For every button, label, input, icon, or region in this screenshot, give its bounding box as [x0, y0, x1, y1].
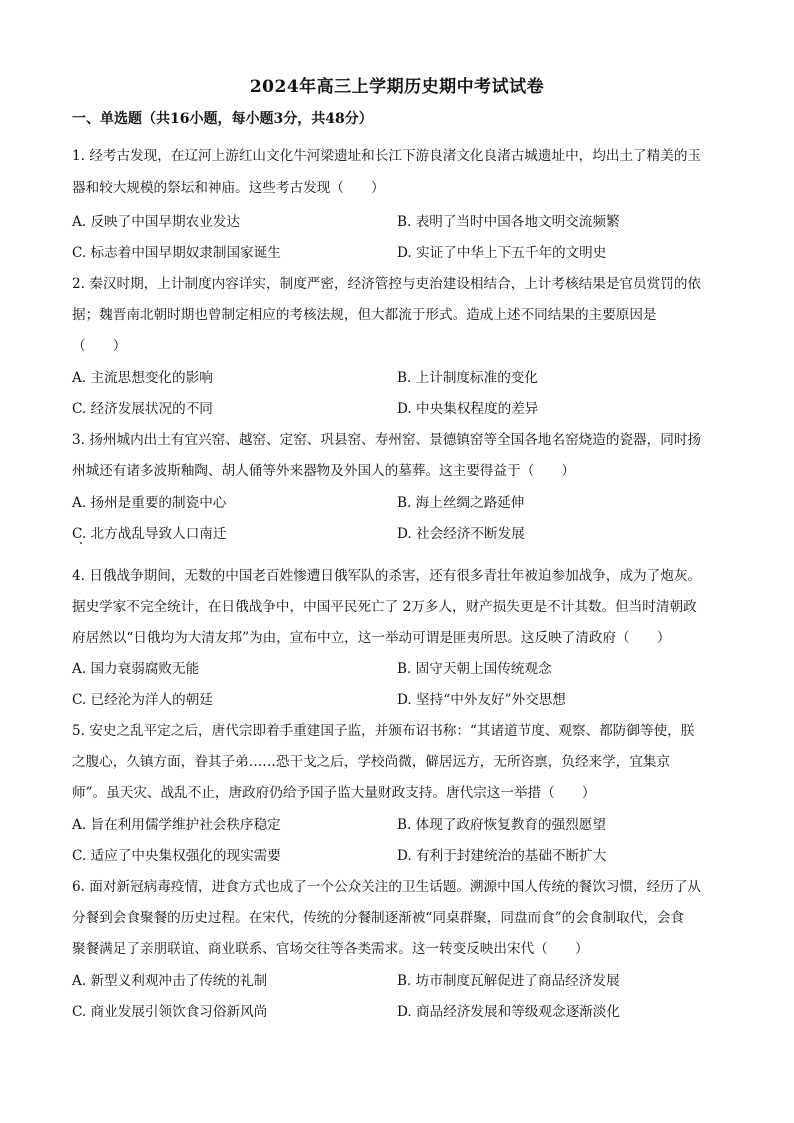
question-6-line-2: 分餐到会食聚餐的历史过程。在宋代，传统的分餐制逐渐被“同桌群聚，同盘而食”的会食制取代，会食 — [72, 910, 685, 926]
question-4-line-2: 据史学家不完全统计，在日俄战争中，中国平民死亡了 2万多人，财产损失更是不计其数。但当时清朝政 — [72, 599, 697, 615]
question-1-option-d: D. 实证了中华上下五千年的文明史 — [397, 245, 607, 261]
question-4-option-d: D. 坚持“中外友好”外交思想 — [397, 692, 566, 708]
exam-title: 2024年高三上学期历史期中考试试卷 — [249, 77, 545, 97]
question-1-option-b: B. 表明了当时中国各地文明交流频繁 — [397, 214, 620, 230]
question-2-option-a: A. 主流思想变化的影响 — [72, 370, 213, 386]
question-1-line-2: 器和较大规模的祭坛和神庙。这些考古发现（ ） — [72, 180, 385, 196]
question-6-line-3: 聚餐满足了亲朋联谊、商业联系、官场交往等各类需求。这一转变反映出宋代（ ） — [72, 941, 589, 957]
question-1-option-c: C. 标志着中国早期奴隶制国家诞生 — [72, 245, 281, 261]
question-6-option-c: C. 商业发展引领饮食习俗新风尚 — [72, 1004, 268, 1020]
stray-mark — [80, 542, 82, 544]
question-5-line-2: 之腹心，久镇方面，眷其子弟……恐干戈之后，学校尚微，僻居远方，无所咨禀，负经来学，宜集京 — [72, 754, 671, 770]
question-4-line-3: 府居然以“日俄均为大清友邦”为由，宣布中立，这一举动可谓是匪夷所思。这反映了清政府（ ） — [72, 630, 671, 646]
question-1-line-1: 1. 经考古发现，在辽河上游红山文化牛河梁遗址和长江下游良渚文化良渚古城遗址中，均出土了精美的玉 — [72, 148, 702, 164]
question-3-option-d: D. 社会经济不断发展 — [397, 526, 525, 542]
question-3-option-c: C. 北方战乱导致人口南迁 — [72, 526, 227, 542]
question-5-line-3: 师”。虽天灾、战乱不止，唐政府仍给予国子监大量财政支持。唐代宗这一举措（ ） — [72, 785, 596, 801]
question-4-line-1: 4. 日俄战争期间，无数的中国老百姓惨遭日俄军队的杀害，还有很多青壮年被迫参加战争，成为了炮灰。 — [72, 568, 702, 584]
question-3-line-1: 3. 扬州城内出土有宜兴窑、越窑、定窑、巩县窑、寿州窑、景德镇窑等全国各地名窑烧造的瓷器，同时扬 — [72, 432, 702, 448]
question-2-option-c: C. 经济发展状况的不同 — [72, 401, 213, 417]
question-1-option-a: A. 反映了中国早期农业发达 — [72, 214, 240, 230]
question-3-option-a: A. 扬州是重要的制瓷中心 — [72, 495, 227, 511]
question-6-option-a: A. 新型义利观冲击了传统的礼制 — [72, 973, 268, 989]
question-3-option-b: B. 海上丝绸之路延伸 — [397, 495, 525, 511]
question-2-line-3: （ ） — [72, 338, 127, 354]
question-2-option-d: D. 中央集权程度的差异 — [397, 401, 539, 417]
question-4-option-a: A. 国力衰弱腐败无能 — [72, 661, 200, 677]
question-6-option-b: B. 坊市制度瓦解促进了商品经济发展 — [397, 973, 620, 989]
question-4-option-b: B. 固守天朝上国传统观念 — [397, 661, 552, 677]
question-5-option-c: C. 适应了中央集权强化的现实需要 — [72, 848, 281, 864]
question-3-line-2: 州城还有诸多波斯釉陶、胡人俑等外来器物及外国人的墓葬。这主要得益于（ ） — [72, 463, 575, 479]
question-4-option-c: C. 已经沦为洋人的朝廷 — [72, 692, 213, 708]
question-5-option-b: B. 体现了政府恢复教育的强烈愿望 — [397, 817, 606, 833]
section-heading: 一、单选题（共16小题，每小题3分，共48分） — [72, 111, 373, 127]
question-5-option-a: A. 旨在利用儒学维护社会秩序稳定 — [72, 817, 281, 833]
question-2-line-2: 据；魏晋南北朝时期也曾制定相应的考核法规，但大都流于形式。造成上述不同结果的主要原因是 — [72, 307, 657, 323]
question-5-option-d: D. 有利于封建统治的基础不断扩大 — [397, 848, 607, 864]
question-6-line-1: 6. 面对新冠病毒疫情，进食方式也成了一个公众关注的卫生话题。溯源中国人传统的餐饮习惯，经历了从 — [72, 879, 702, 895]
question-2-line-1: 2. 秦汉时期，上计制度内容详实，制度严密，经济管控与吏治建设相结合，上计考核结果是官员赏罚的依 — [72, 276, 702, 292]
question-2-option-b: B. 上计制度标准的变化 — [397, 370, 538, 386]
question-6-option-d: D. 商品经济发展和等级观念逐渐淡化 — [397, 1004, 620, 1020]
question-5-line-1: 5. 安史之乱平定之后，唐代宗即着手重建国子监，并颁布诏书称：“其诸道节度、观察、都防御等使，朕 — [72, 723, 695, 739]
